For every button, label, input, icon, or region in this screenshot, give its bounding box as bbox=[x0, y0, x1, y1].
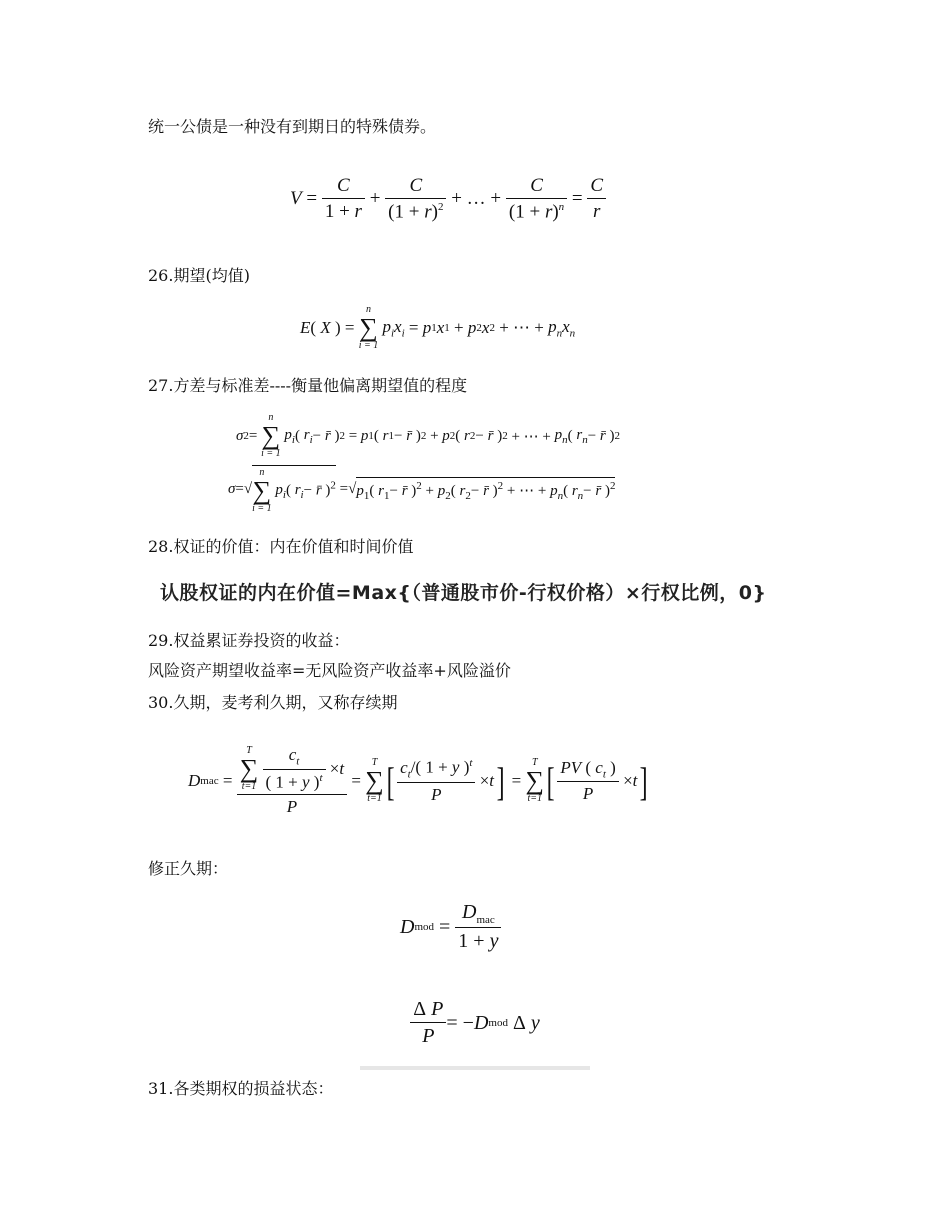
section-28-heading: 28.权证的价值：内在价值和时间价值 bbox=[148, 537, 414, 556]
modified-duration-heading: 修正久期： bbox=[148, 859, 229, 878]
section-31-heading: 31.各类期权的损益状态： bbox=[148, 1079, 334, 1098]
modified-duration-formula: D mod = $\frac{D_{mac}}{1 + y}$ bbox=[400, 886, 550, 968]
expectation-formula: E ( X ) = n ∑ i = 1 $p_ix_i$ = p 1 x 1 + p 2 x 2 + ⋯ + $p_nx_n$ bbox=[300, 302, 660, 354]
warrant-intrinsic-value-formula: 认股权证的内在价值=Max{（普通股市价-行权价格）×行权比例，0} bbox=[160, 578, 780, 608]
price-change-formula: $\frac{\text{Δ P}}{P}$ = − D mod Δ y bbox=[360, 980, 590, 1070]
consol-bond-description: 统一公债是一种没有到期日的特殊债券。 bbox=[148, 117, 437, 136]
consol-bond-formula: V = $\frac{C}{1 + r}$ + $\frac{C}{(1 + r)^2}$ + … + $\frac{C}{(1 + r)^n}$ = $\frac{C}{r}$ bbox=[290, 168, 630, 230]
section-26-heading: 26.期望(均值) bbox=[148, 266, 250, 285]
standard-deviation-formula: σ =√ n ∑ i = 1 $p_i$( $r_i-$ r̄ )$^2$ =√ $p_1$( $r_1-$ r̄ )$^2 + p_2$( $r_2-$ r̄ )$^2$ + ⋯ + $p_n$( $r_n-$ r̄ )$^2$ bbox=[228, 462, 718, 516]
variance-formula: σ 2 = n ∑ i = 1 $p_i$ ( $r_i$ − r̄ ) 2 = p 1 ( r 1 − r̄ ) 2 + p 2 ( r 2 − r̄ ) 2 + ⋯ + $p_n$ ( $r_n$ − r̄ ) 2 bbox=[236, 412, 716, 460]
section-30-heading: 30.久期，麦考利久期，又称存续期 bbox=[148, 693, 398, 712]
risk-premium-equation: 风险资产期望收益率=无风险资产收益率+风险溢价 bbox=[148, 661, 511, 680]
section-29-heading: 29.权益累证券投资的收益： bbox=[148, 631, 350, 650]
macaulay-duration-formula: D mac = T ∑ t=1 $\frac{c_t}{( 1 + y )^t}$ × t P = T ∑ t=1 [ $\frac{c_t/( 1 + y )^t}{P}$ × t ] = T ∑ t=1 [ $\frac{PV ( c_t )}{P}$ × t ] bbox=[188, 736, 758, 826]
section-27-heading: 27.方差与标准差----衡量他偏离期望值的程度 bbox=[148, 376, 468, 395]
